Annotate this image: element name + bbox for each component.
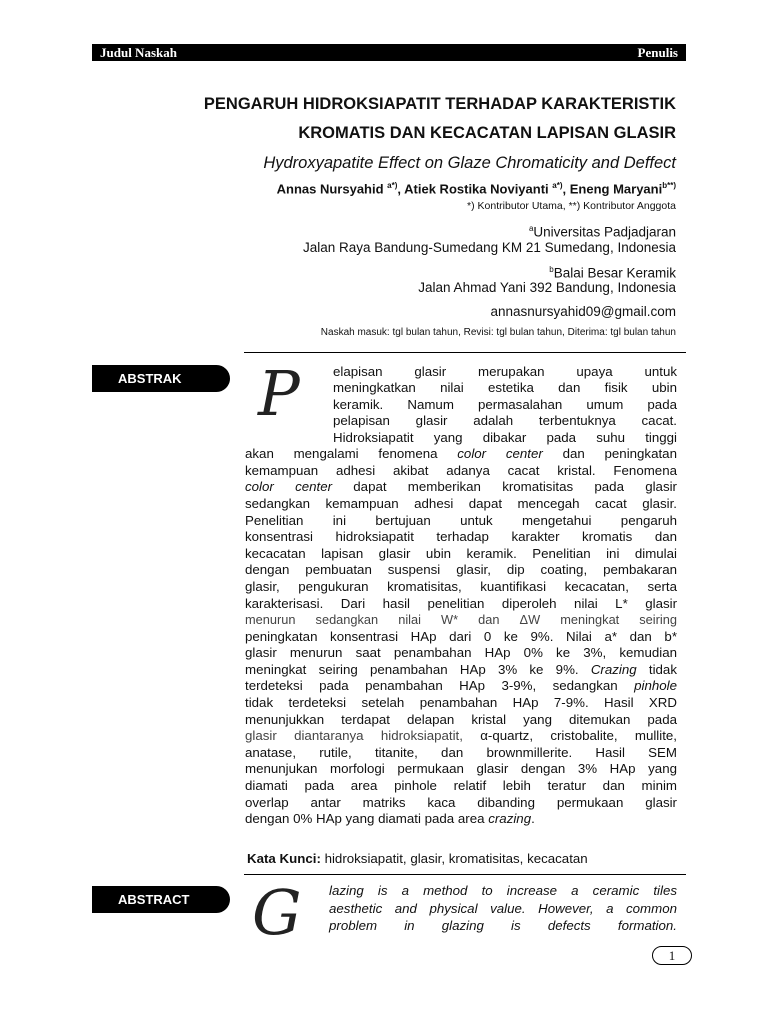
abstrak-line: elapisan glasir merupakan upaya untuk bbox=[333, 364, 677, 379]
abstrak-line: meningkatkan nilai estetika dan fisik ubin bbox=[333, 380, 677, 395]
author-mark: b**) bbox=[662, 181, 676, 190]
author-list bbox=[277, 181, 676, 196]
submission-dates: Naskah masuk: tgl bulan tahun, Revisi: tgl bulan tahun, Diterima: tgl bulan tahun bbox=[320, 327, 676, 338]
abstrak-line: dengan pembuatan suspensi glasir, dip coating, pembakaran bbox=[245, 562, 677, 577]
affiliation-b-address: Jalan Ahmad Yani 392 Bandung, Indonesia bbox=[418, 280, 676, 295]
abstrak-line: pelapisan glasir adalah terbentuknya cacat. bbox=[333, 413, 677, 428]
abstrak-line: glasir menurun saat penambahan HAp 0% ke 3%, kemudian bbox=[245, 645, 677, 660]
section-divider bbox=[244, 352, 686, 353]
abstrak-line: color center dapat memberikan kromatisitas pada glasir bbox=[245, 479, 677, 494]
abstrak-line: dengan 0% HAp yang diamati pada area crazing. bbox=[245, 811, 535, 826]
abstrak-line: akan mengalami fenomena color center dan peningkatan bbox=[245, 446, 677, 461]
keywords-label: Kata Kunci: bbox=[247, 851, 321, 866]
abstrak-line: tidak terdeteksi setelah penambahan HAp 7-9%. Hasil XRD bbox=[245, 695, 677, 710]
header-title: Judul Naskah bbox=[100, 44, 177, 60]
abstrak-label: ABSTRAK bbox=[92, 365, 230, 392]
abstrak-line: sedangkan kemampuan adhesi dapat mencegah cacat glasir. bbox=[245, 496, 677, 511]
abstrak-line: menunjukkan terdapat delapan kristal yang ditemukan pada bbox=[245, 712, 677, 727]
abstrak-line: menunjukan morfologi permukaan glasir dengan 3% HAp yang bbox=[245, 761, 677, 776]
abstrak-line: menurun sedangkan nilai W* dan ΔW meningkat seiring bbox=[245, 612, 677, 627]
abstract-label: ABSTRACT bbox=[92, 886, 230, 913]
abstract-line: aesthetic and physical value. However, a common bbox=[329, 901, 677, 916]
abstrak-line: terdeteksi pada penambahan HAp 3-9%, sedangkan pinhole bbox=[245, 678, 677, 693]
paper-title-line-2: KROMATIS DAN KECACATAN LAPISAN GLASIR bbox=[298, 124, 676, 142]
author-sep: , bbox=[397, 181, 405, 197]
paper-title-line-1: PENGARUH HIDROKSIAPATIT TERHADAP KARAKTERISTIK bbox=[203, 95, 676, 113]
affiliation-name: Balai Besar Keramik bbox=[553, 265, 676, 281]
contributor-note: *) Kontributor Utama, **) Kontributor Anggota bbox=[467, 200, 676, 212]
affiliation-a-address: Jalan Raya Bandung-Sumedang KM 21 Sumedang, Indonesia bbox=[302, 240, 676, 255]
abstrak-line: Penelitian ini bertujuan untuk mengetahui pengaruh bbox=[245, 513, 677, 528]
page-number: 1 bbox=[652, 946, 692, 965]
abstrak-line: kemampuan adhesi akibat adanya cacat kristal. Fenomena bbox=[245, 463, 677, 478]
author-name: Eneng Maryani bbox=[569, 181, 663, 197]
running-header bbox=[92, 44, 686, 61]
author-name: Annas Nursyahid bbox=[276, 181, 384, 197]
abstrak-line: glasir diantaranya hidroksiapatit, α-quartz, cristobalite, mullite, bbox=[245, 728, 678, 743]
affiliation-mark: a bbox=[528, 224, 534, 233]
author-mark: a*) bbox=[387, 181, 398, 190]
author-name: Atiek Rostika Noviyanti bbox=[404, 181, 549, 197]
keywords bbox=[247, 851, 588, 866]
keywords-value: hidroksiapatit, glasir, kromatisitas, kecacatan bbox=[320, 851, 588, 866]
author-mark: a*) bbox=[552, 181, 563, 190]
abstrak-line: kecacatan lapisan glasir ubin keramik. Penelitian ini dimulai bbox=[245, 546, 677, 561]
abstrak-line: peningkatan konsentrasi HAp dari 0 ke 9%. Nilai a* dan b* bbox=[245, 629, 677, 644]
abstrak-line: keramik. Namum permasalahan umum pada bbox=[333, 397, 677, 412]
abstrak-line: diamati pada area pinhole relatif lebih teratur dan minim bbox=[245, 778, 677, 793]
abstrak-line: Hidroksiapatit yang dibakar pada suhu tinggi bbox=[333, 430, 677, 445]
author-sep: , bbox=[562, 181, 570, 197]
paper-title-english: Hydroxyapatite Effect on Glaze Chromaticity and Deffect bbox=[263, 154, 676, 172]
abstrak-line: karakterisasi. Dari hasil penelitian diperoleh nilai L* glasir bbox=[245, 596, 677, 611]
abstrak-line: overlap antar matriks kaca dibanding permukaan glasir bbox=[245, 795, 677, 810]
affiliation-name: Universitas Padjadjaran bbox=[533, 224, 676, 240]
abstract-line: lazing is a method to increase a ceramic tiles bbox=[329, 883, 677, 898]
abstrak-line: anatase, rutile, titanite, dan brownmillerite. Hasil SEM bbox=[245, 745, 677, 760]
header-author: Penulis bbox=[637, 44, 678, 60]
section-divider bbox=[244, 874, 686, 875]
abstrak-dropcap: P bbox=[258, 357, 300, 430]
abstrak-line: konsentrasi hidroksiapatit terhadap karakter kromatis dan bbox=[245, 529, 677, 544]
affiliation-mark: b bbox=[549, 265, 554, 274]
abstract-line: problem in glazing is defects formation. bbox=[329, 918, 677, 933]
author-email: annasnursyahid09@gmail.com bbox=[490, 304, 676, 319]
abstrak-line: glasir, pengukuran kromatisitas, kuantifikasi kecacatan, serta bbox=[245, 579, 677, 594]
abstract-dropcap: G bbox=[252, 876, 302, 949]
abstrak-line: meningkat seiring penambahan HAp 3% ke 9%. Crazing tidak bbox=[245, 662, 677, 677]
